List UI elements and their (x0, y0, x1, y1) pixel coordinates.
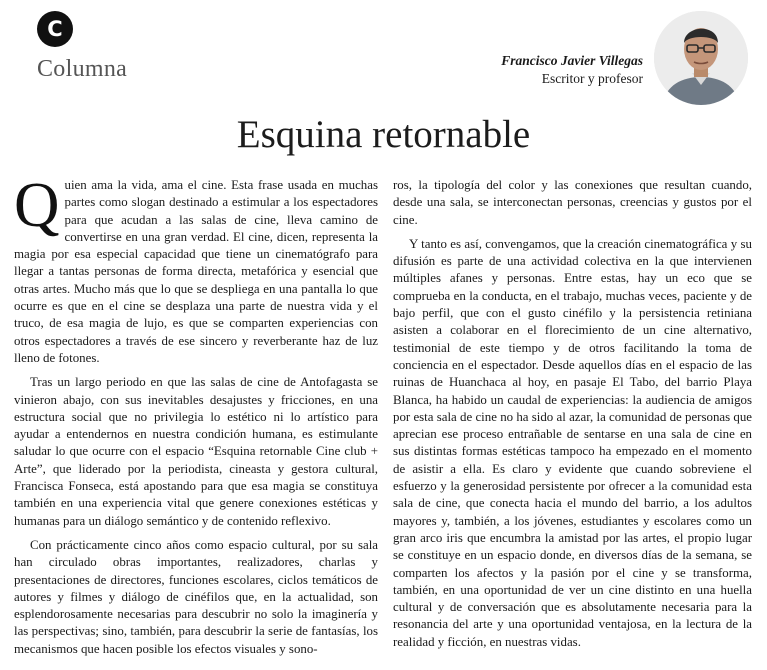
paragraph-text: uien ama la vida, ama el cine. Esta frase usada en muchas partes como slogan destinado a estimular a los espectadores para que acudan a las salas de cine, lleva camino de convertirse en una gran verdad. El cine, dicen, representa la magia por esa especial capacidad que tiene un cinematógrafo para llegar a tantas personas de forma directa, metafórica y esencial que otras artes. Mucho más que lo que se despliega en una pantalla lo que ocurre es que en el cine se desplaza una parte de nuestra vida y el truco, de esa magia de lujo, es que se comparten experiencias con otros espectadores a través de ese sincero y reverberante haz de luz lleno de fotones. (14, 178, 378, 365)
paragraph: ros, la tipología del color y las conexiones que resultan cuando, desde una sala, se interconectan personas, creencias y gustos por el cine. (393, 178, 752, 227)
drop-cap: Q (14, 170, 60, 240)
paragraph: Tras un largo periodo en que las salas de cine de Antofagasta se vinieron abajo, con sus inevitables desajustes y fricciones, en una estructura social que no privilegia lo estético ni lo artístico para ayudar a entendernos en nuestra condición humana, es estimulante saludar lo que ocurre con el espacio “Esquina retornable Cine club + Arte”, que liderado por la periodista, cineasta y gestora cultural, Francisca Fonseca, está apostando para que esa magia se constituya también en una experiencia vital que genere conexiones estéticas y humanas para un diálogo semántico y de contenido reflexivo. (14, 375, 378, 528)
article-title: Esquina retornable (236, 113, 531, 156)
paragraph: Con prácticamente cinco años como espacio cultural, por su sala han circulado obras importantes, realizadores, charlas y presentaciones de directores, funciones escolares, ciclos temáticos de autores y filmes y diálogo de cinéfilos que, en la actualidad, son esplendorosamente necesarias para descubrir no solo la imaginería y las perspectivas; sino, también, para descubrir la serie de fantasías, los mecanismos que hacen posible los efectos visuales y sono- (14, 537, 378, 656)
author-role: Escritor y profesor (541, 71, 643, 86)
article-column-1 (14, 170, 378, 658)
author-byline (501, 52, 643, 88)
author-portrait-icon (654, 11, 748, 105)
column-badge: C (37, 11, 73, 47)
section-label: Columna (37, 56, 128, 82)
article-column-2 (393, 177, 752, 651)
paragraph: Y tanto es así, convengamos, que la creación cinematográfica y su difusión es parte de una actividad colectiva en la que intervienen múltiples afanes y personas. Entre estas, hay un eco que se comprueba en la conducta, en el trabajo, muchas veces, paciente y de bajo perfil, que con el gusto cinéfilo y la persistencia retiniana asisten a colaborar en el florecimiento de un cine alternativo, testimonial de este tiempo y de otros facilitando la toma de conciencia en el espectador. Desde aquellos días en el espacio de las ruinas de Huanchaca al hoy, en pasaje El Tabo, del barrio Playa Blanca, ha habido un caudal de experiencias: la audiencia de amigos por esta sala de cine no ha sido al azar, la comunidad de personas que aprecian ese proceso entrañable de sentarse en una sala de cine en sus distintas formas estéticas tampoco ha empezado en el momento de asistir a ella. Es claro y evidente que cuando sobreviene el esfuerzo y la generosidad persistente por ofrecer a la comunidad esta sala de cine, que conecta hacia el mundo del barrio, a los adultos mayores y, también, a los jóvenes, estudiantes y escolares como un gran arco iris que encumbra la amistad por las artes, el propio lugar se constituye en un espacio donde, en diversos días de la semana, se comparten los afectos y la pasión por el cine y se transforma, también, en una oportunidad de ver un cine distinto en una huella cultural y de conversación que es absolutamente necesaria para la resonancia del arte y una oportunidad ventajosa, en la lectura de la realidad y ficción, en nuestras vidas. (393, 236, 752, 649)
paragraph (14, 170, 378, 367)
author-name: Francisco Javier Villegas (501, 53, 643, 68)
